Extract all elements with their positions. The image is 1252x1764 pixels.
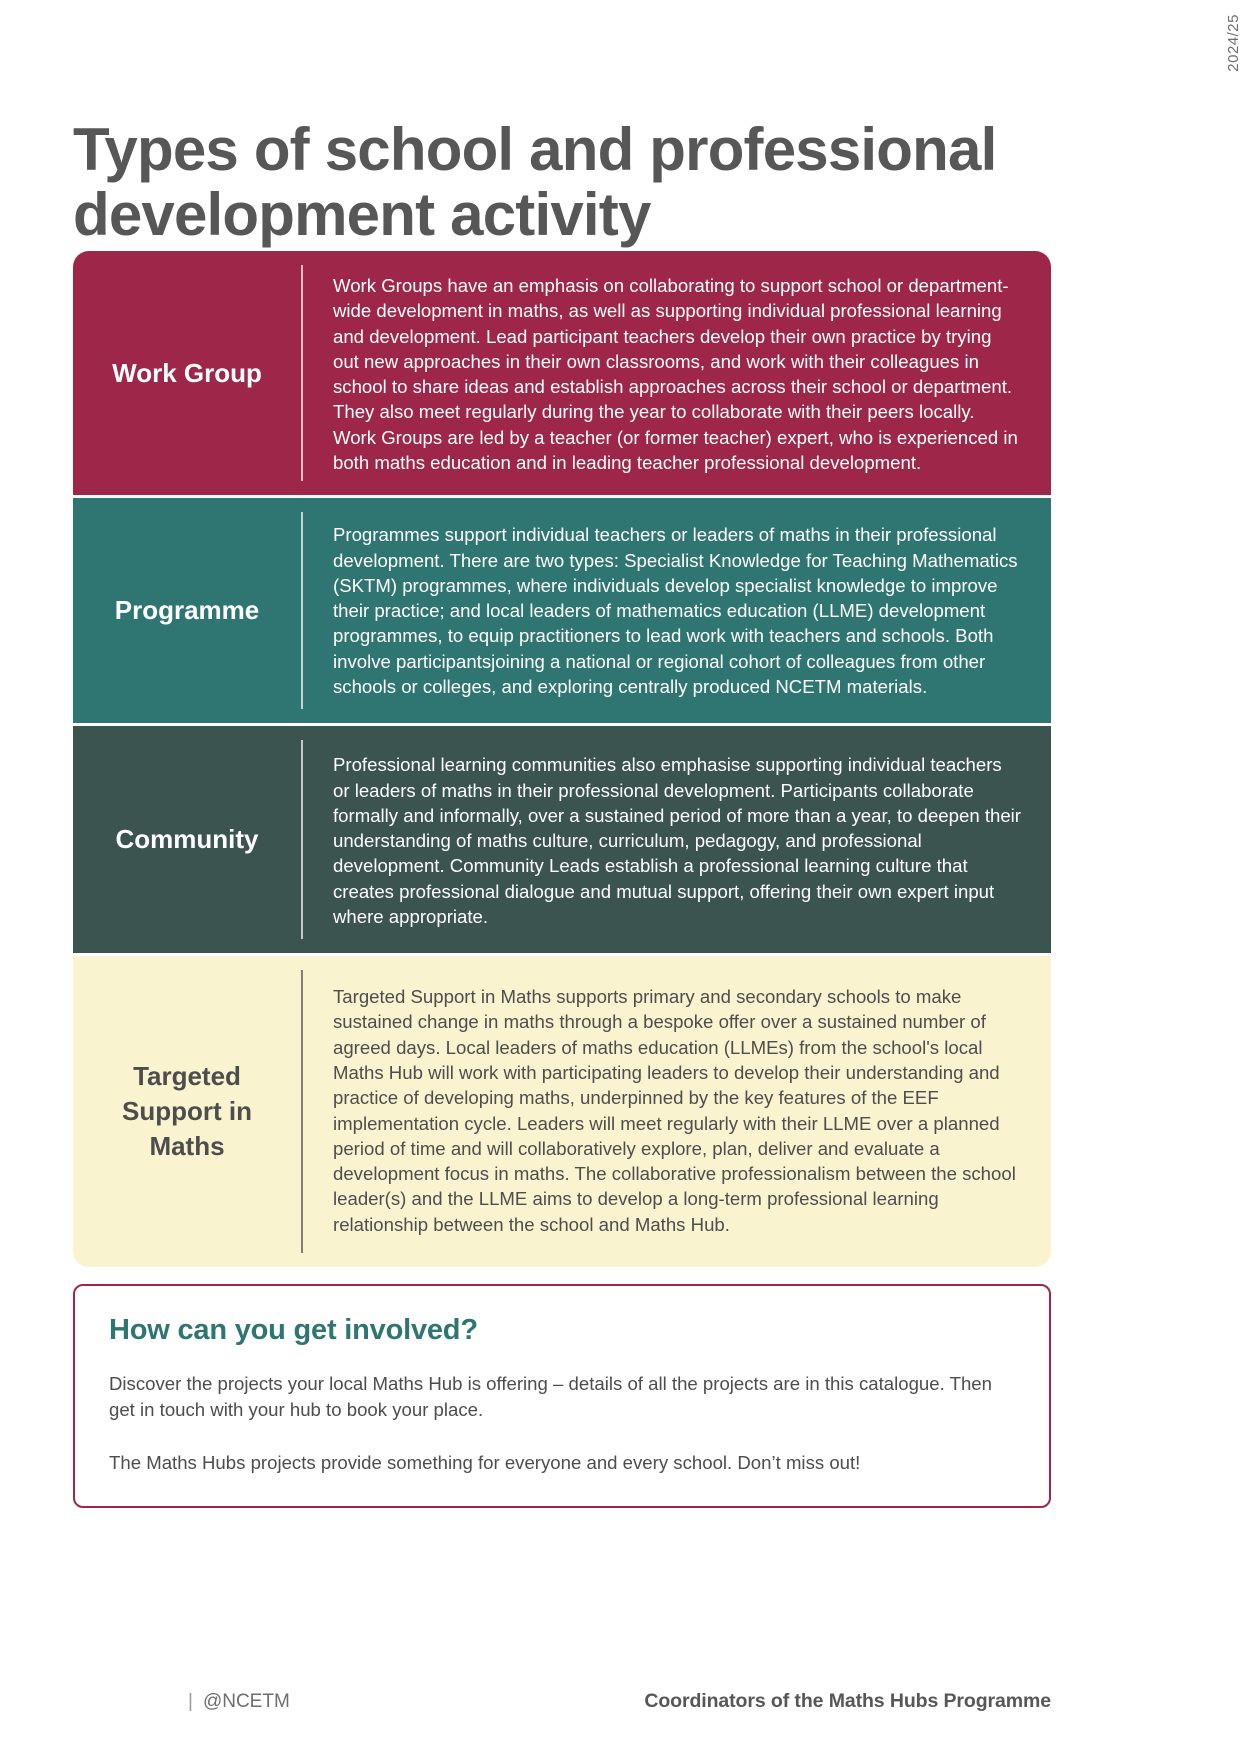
footer-separator: | — [188, 1691, 193, 1712]
table-row-targeted-support — [73, 953, 1051, 1267]
page-title: Types of school and professional development activity — [73, 116, 997, 248]
row-label-programme: Programme — [114, 595, 260, 626]
footer-programme-label: Coordinators of the Maths Hubs Programme — [644, 1690, 1051, 1712]
get-involved-panel — [73, 1284, 1051, 1508]
get-involved-heading: How can you get involved? — [109, 1314, 478, 1346]
year-marker: 2024/25 — [1225, 14, 1242, 72]
footer-social-handle: @NCETM — [202, 1691, 290, 1712]
row-label-work-group: Work Group — [112, 357, 262, 388]
page-footer — [73, 1690, 1051, 1713]
table-row-programme — [73, 495, 1051, 723]
activity-table — [73, 251, 1051, 1267]
get-involved-paragraph-1: Discover the projects your local Maths Hub is offering – details of all the projects are in this catalogue. Then get in touch with your hub to book your place. — [109, 1373, 992, 1421]
table-row-community — [73, 723, 1051, 953]
get-involved-paragraph-2: The Maths Hubs projects provide something for everyone and every school. Don’t miss out! — [109, 1451, 861, 1473]
row-description-programme: Programmes support individual teachers or leaders of maths in their professional development. There are two types: Specialist Knowledge for Teaching Mathematics (SKTM) programmes, where individuals develop specialist knowledge to improve their practice; and local leaders of mathematics education (LLME) development programmes, to equip practitioners to lead work with teachers and schools. Both involve participantsjoining a national or regional cohort of colleagues from other schools or colleges, and exploring centrally produced NCETM materials. — [333, 524, 1018, 697]
row-label-targeted-support: Targeted Support in Maths — [122, 1060, 252, 1162]
table-row-work-group — [73, 251, 1051, 495]
row-description-work-group: Work Groups have an emphasis on collaborating to support school or department-wide development in maths, as well as supporting individual professional learning and development. Lead participant teachers develop their own practice by trying out new approaches in their own classrooms, and work with their colleagues in school to share ideas and establish approaches across their school or department. They also meet regularly during the year to collaborate with their peers locally. Work Groups are led by a teacher (or former teacher) expert, who is experienced in both maths education and in leading teacher professional development. — [333, 275, 1018, 473]
row-description-community: Professional learning communities also emphasise supporting individual teachers or leaders of maths in their professional development. Participants collaborate formally and informally, over a sustained period of more than a year, to deepen their understanding of maths culture, curriculum, pedagogy, and professional development. Community Leads establish a professional learning culture that creates professional dialogue and mutual support, offering their own expert input where appropriate. — [333, 754, 1022, 927]
row-label-community: Community — [115, 824, 259, 855]
row-description-targeted-support: Targeted Support in Maths supports primary and secondary schools to make sustained change in maths through a bespoke offer over a sustained number of agreed days. Local leaders of maths education (LLMEs) from the school's local Maths Hub will work with participating leaders to develop their understanding and practice of developing maths, underpinned by the key features of the EEF implementation cycle. Leaders will meet regularly with their LLME over a planned period of time and will collaboratively explore, plan, deliver and evaluate a development focus in maths. The collaborative professionalism between the school leader(s) and the LLME aims to develop a long-term professional learning relationship between the school and Maths Hub. — [333, 986, 1016, 1235]
footer-left-group — [188, 1691, 290, 1713]
row-divider — [301, 970, 303, 1253]
